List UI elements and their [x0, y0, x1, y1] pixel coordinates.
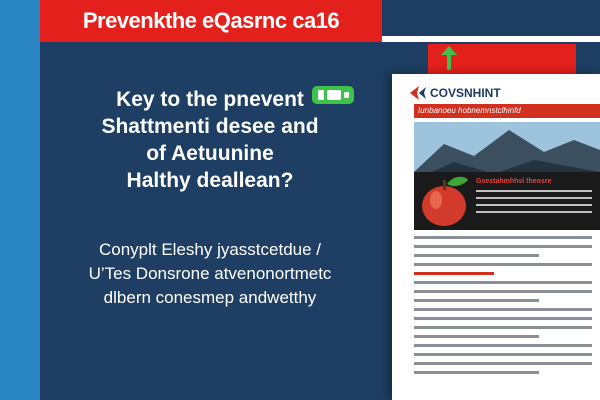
subtext-line: Conyplt Eleshy jyasstcetdue / — [98, 240, 322, 259]
headline-line: Key to the pnevent — [116, 88, 304, 111]
feature-text-line — [476, 211, 592, 213]
feature-text-line — [476, 197, 592, 199]
body-text-line — [414, 371, 539, 374]
doc-header-bar — [414, 104, 600, 118]
document-preview[interactable] — [392, 74, 600, 400]
body-text-line — [414, 317, 592, 320]
doc-brand: COVSNHINT — [430, 86, 501, 100]
doc-body-text — [414, 236, 592, 380]
feature-text-line — [476, 190, 592, 192]
banner-title: Prevenkthe eQasrnc ca16 — [82, 8, 340, 33]
headline-line: Halthy deallean? — [126, 169, 294, 192]
body-text-line — [414, 236, 592, 239]
body-text-line — [414, 245, 592, 248]
body-text-line — [414, 344, 592, 347]
top-banner — [40, 0, 382, 42]
feature-title: Gsestahmhhsl theosre — [476, 178, 552, 185]
feature-text — [476, 190, 592, 218]
subtext — [50, 238, 370, 310]
doc-header-text: Iunbanoeu hobnemnstclhinfd — [418, 106, 521, 115]
body-text-line — [414, 308, 592, 311]
body-text-line — [414, 299, 539, 302]
body-text-line — [414, 263, 592, 266]
body-text-line — [414, 254, 539, 257]
body-section-heading — [414, 272, 494, 275]
banner-underline — [382, 36, 600, 42]
left-accent-strip — [0, 0, 40, 400]
apple-icon — [416, 172, 474, 228]
subtext-line: U’Tes Donsrone atvenonortmetc — [88, 264, 332, 283]
body-text-line — [414, 362, 592, 365]
tag-icon — [312, 86, 354, 104]
feature-text-line — [476, 204, 592, 206]
main-panel — [40, 0, 380, 400]
headline-line: Shattmenti desee and — [101, 115, 319, 138]
body-text-line — [414, 290, 592, 293]
body-text-line — [414, 335, 539, 338]
logo-icon — [410, 86, 426, 100]
body-text-line — [414, 281, 592, 284]
body-text-line — [414, 326, 592, 329]
arrow-up-icon — [441, 46, 457, 70]
subtext-line: dlbern conesmep andwetthy — [103, 288, 317, 307]
headline-line: of Aetuunine — [146, 142, 274, 165]
body-text-line — [414, 353, 592, 356]
